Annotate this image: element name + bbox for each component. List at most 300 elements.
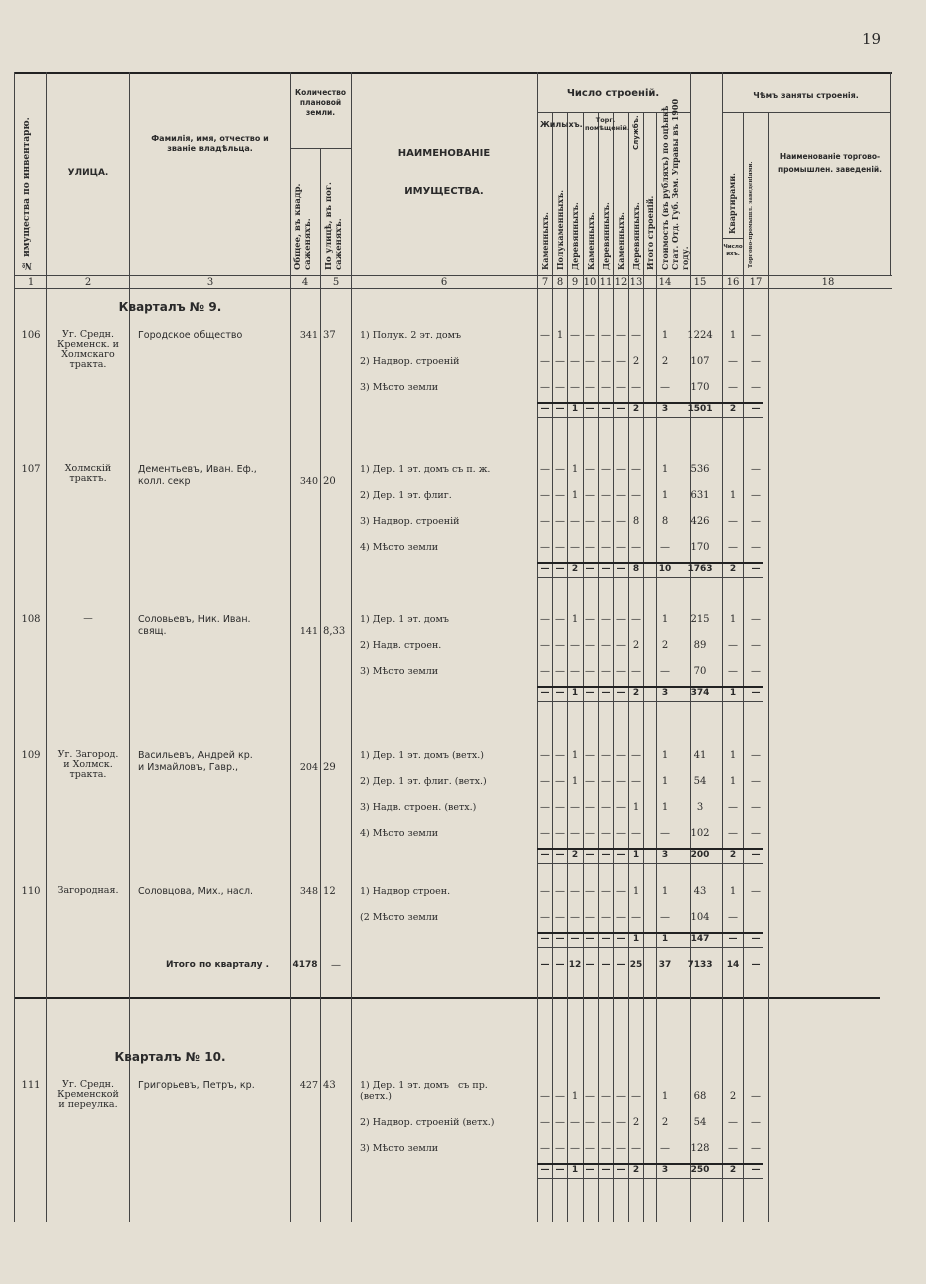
total-cell-c11: — bbox=[601, 850, 611, 860]
item-cell-c17: — bbox=[751, 330, 761, 341]
item-cell-c13: — bbox=[631, 776, 641, 787]
item-cell-c11: — bbox=[601, 828, 611, 839]
item-cell-c12: — bbox=[616, 750, 626, 761]
header-c10: Каменныхъ. bbox=[586, 212, 596, 270]
quarter-total-label: Итого по кварталу . bbox=[166, 960, 270, 970]
entry-frontage: 12 bbox=[323, 886, 336, 897]
quarter-total-c12: — bbox=[616, 960, 626, 970]
item-cell-c15: 170 bbox=[690, 382, 710, 393]
header-frontage: По улицѣ, въ пог. саженяхъ. bbox=[324, 181, 344, 270]
item-cell-c7: — bbox=[540, 776, 550, 787]
total-cell-c16: 2 bbox=[729, 564, 737, 574]
entry-item: 2) Дер. 1 эт. флиг. bbox=[360, 490, 452, 501]
item-cell-c14: 8 bbox=[661, 516, 669, 527]
total-cell-c12: — bbox=[616, 688, 626, 698]
item-cell-c14: — bbox=[660, 828, 670, 839]
item-cell-c14: 1 bbox=[661, 1091, 669, 1102]
entry-area: 340 bbox=[299, 476, 318, 487]
item-cell-c15: 54 bbox=[693, 1117, 707, 1128]
item-cell-c7: — bbox=[540, 330, 550, 341]
item-cell-c10: — bbox=[585, 886, 595, 897]
total-cell-c7: — bbox=[540, 850, 550, 860]
item-cell-c15: 70 bbox=[693, 666, 707, 677]
entry-area: 141 bbox=[299, 626, 318, 637]
entry-street: Уг. Средн. Кременской и переулка. bbox=[57, 1079, 119, 1110]
item-cell-c7: — bbox=[540, 1091, 550, 1102]
item-cell-c13: 2 bbox=[632, 356, 640, 367]
item-cell-c14: 2 bbox=[661, 356, 669, 367]
item-cell-c10: — bbox=[585, 776, 595, 787]
header-c11: Деревянныхъ. bbox=[601, 202, 611, 270]
item-cell-c7: — bbox=[540, 1143, 550, 1154]
entry-frontage: 20 bbox=[323, 476, 336, 487]
header-c12: Каменныхъ. bbox=[616, 212, 626, 270]
total-cell-c9: 1 bbox=[571, 688, 579, 698]
item-cell-c16: — bbox=[728, 912, 738, 923]
total-cell-c11: — bbox=[601, 404, 611, 414]
item-cell-c9: — bbox=[570, 828, 580, 839]
entry-number: 106 bbox=[21, 330, 41, 341]
total-cell-c10: — bbox=[585, 1165, 595, 1175]
entry-item: 3) Мѣсто земли bbox=[360, 666, 439, 677]
item-cell-c10: — bbox=[585, 382, 595, 393]
entry-item: 1) Полук. 2 эт. домъ bbox=[360, 330, 462, 341]
entry-area: 341 bbox=[299, 330, 318, 341]
item-cell-c10: — bbox=[585, 542, 595, 553]
item-cell-c13: — bbox=[631, 1091, 641, 1102]
item-cell-c8: — bbox=[555, 1117, 565, 1128]
item-cell-c9: 1 bbox=[571, 776, 579, 787]
item-cell-c17: — bbox=[751, 1091, 761, 1102]
item-cell-c7: — bbox=[540, 382, 550, 393]
entry-area: 204 bbox=[299, 762, 318, 773]
item-cell-c9: — bbox=[570, 382, 580, 393]
item-cell-c7: — bbox=[540, 802, 550, 813]
document-page: 19 № имущества по инвентарю. УЛИЦА. Фамилія, имя, отчество и званіе владѣльца. Количество плановой земли. Общее, въ квадр. саженяхъ. По улицѣ, въ пог. саженяхъ. НАИМЕНОВАНІЕ ИМУЩЕСТВА. Число строеній. Жилыхъ. Торг. помѣщеній. Службъ. Каменныхъ. Полукаменныхъ. Деревянныхъ. Каменныхъ. Деревянныхъ. Каменныхъ. Деревянныхъ. Итого строеній. Стоимость (въ рубляхъ) по оцѣнкѣ Стат. Отд. Губ. Зем. Управы въ 1900 году. Чѣмъ заняты строенія. Квартирами. Число ихъ. Торгово-промышл. заведеніями. Наименованіе торгово-промышлен. заведеній. 1 2 3 4 5 6 7 8 9 10 11 12 13 14 15 16 17 18 Кварталъ № 9. Кварталъ № 10. 106 Уг. Средн. Кременск. и Холмскаго тракта. Городское общество 341 37 1) Полук. 2 эт. домъ — 1 — — — — — 1 1224 1 — 2) Надвор. строеній — — — — — — 2 2 107 — — 3) Мѣсто земли — — — — — — — — 170 — — — — 1 — — — 2 3 1501 2 — 107 Холмскій трактъ. Дементьевъ, Иван. Еф., колл. секр 340 20 1) Дер. 1 эт. домъ съ п. ж. — — 1 — — — — 1 536 — 2) Дер. 1 эт. флиг. — — 1 — — — — 1 631 1 — 3) Надвор. строеній — — — — — — 8 8 426 — — 4) Мѣсто земли — — — — — — — — 170 — — — — 2 — — — 8 10 1763 2 — 108 — Соловьевъ, Ник. Иван. свящ. 141 8,33 1) Дер. 1 эт. домъ — — 1 — — — — 1 215 1 — 2) Надв. строен. — — — — — — 2 2 89 — — 3) Мѣсто земли — — — — — — — — 70 — — — — 1 — — — 2 3 374 1 — 109 Уг. Загород. и Холмск. тракта. Васильевъ, Андрей кр. и Измайловъ, Гавр., 204 29 1) Дер. 1 эт. домъ (ветх.) — — 1 — — — — 1 41 1 — 2) Дер. 1 эт. флиг. (ветх.) — — 1 — — — — 1 54 1 — 3) Надв. строен. (ветх.) — — — — — — 1 1 3 — — 4) Мѣсто земли — — — — — — — — 102 — — — — 2 — — — 1 3 200 2 — 110 Загородная. Соловцова, Мих., насл. 348 12 1) Надвор строен. — — — — — — 1 1 43 1 — (2 Мѣсто земли — — — — — — — — 104 — — — — — — — 1 1 147 — — Итого по кварталу . 4178 — — — 12 — — — 25 37 7133 14 — 111 Уг. Средн. Кременской и переулка. Григорьевъ, Петръ, кр. 427 43 1) Дер. 1 эт. домъ съ пр. (ветх.) — — 1 — — — — 1 68 2 — 2) Надвор. строеній (ветх.) — — — — — — 2 2 54 — — 3) Мѣсто земли — — — — — — — — 128 — — — — 1 — — — 2 3 250 2 — bbox=[0, 0, 926, 1284]
item-cell-c11: — bbox=[601, 886, 611, 897]
item-cell-c16: 1 bbox=[729, 490, 737, 501]
item-cell-c17: — bbox=[751, 750, 761, 761]
total-cell-c12: — bbox=[616, 1165, 626, 1175]
item-cell-c14: 2 bbox=[661, 640, 669, 651]
item-cell-c17: — bbox=[751, 1117, 761, 1128]
item-cell-c17: — bbox=[751, 666, 761, 677]
item-cell-c16: 1 bbox=[729, 776, 737, 787]
total-cell-c16: 1 bbox=[729, 688, 737, 698]
header-buildings-group: Число строеній. bbox=[566, 88, 660, 99]
item-cell-c14: — bbox=[660, 1143, 670, 1154]
item-cell-c15: 128 bbox=[690, 1143, 710, 1154]
total-cell-c13: 8 bbox=[632, 564, 640, 574]
item-cell-c17: — bbox=[751, 802, 761, 813]
entry-street: — bbox=[83, 613, 93, 624]
item-cell-c10: — bbox=[585, 356, 595, 367]
total-cell-c15: 374 bbox=[690, 688, 710, 698]
total-cell-c13: 2 bbox=[632, 1165, 640, 1175]
item-cell-c17: — bbox=[751, 640, 761, 651]
quarter-total-frontage: — bbox=[331, 960, 341, 971]
item-cell-c15: 426 bbox=[690, 516, 710, 527]
item-cell-c16: 1 bbox=[729, 886, 737, 897]
item-cell-c8: 1 bbox=[556, 330, 564, 341]
total-cell-c17: — bbox=[751, 564, 761, 574]
item-cell-c12: — bbox=[616, 330, 626, 341]
page-number: 19 bbox=[862, 30, 882, 48]
entry-item: 2) Дер. 1 эт. флиг. (ветх.) bbox=[360, 776, 487, 787]
item-cell-c11: — bbox=[601, 912, 611, 923]
total-cell-c10: — bbox=[585, 850, 595, 860]
header-service-group: Службъ. bbox=[632, 115, 640, 150]
item-cell-c14: 1 bbox=[661, 776, 669, 787]
item-cell-c9: — bbox=[570, 1117, 580, 1128]
item-cell-c12: — bbox=[616, 1091, 626, 1102]
entry-street: Уг. Средн. Кременск. и Холмскаго тракта. bbox=[56, 329, 120, 370]
total-cell-c7: — bbox=[540, 564, 550, 574]
item-cell-c12: — bbox=[616, 802, 626, 813]
item-cell-c7: — bbox=[540, 464, 550, 475]
entry-area: 427 bbox=[299, 1080, 318, 1091]
header-value: Стоимость (въ рубляхъ) по оцѣнкѣ Стат. Отд. Губ. Зем. Управы въ 1900 году. bbox=[660, 98, 690, 270]
entry-area: 348 bbox=[299, 886, 318, 897]
item-cell-c9: 1 bbox=[571, 464, 579, 475]
item-cell-c7: — bbox=[540, 640, 550, 651]
total-cell-c11: — bbox=[601, 934, 611, 944]
entry-street: Загородная. bbox=[57, 885, 119, 896]
item-cell-c11: — bbox=[601, 1091, 611, 1102]
quarter-total-c13: 25 bbox=[629, 960, 643, 970]
header-occupied-group: Чѣмъ заняты строенія. bbox=[753, 91, 859, 100]
item-cell-c16: — bbox=[728, 542, 738, 553]
header-owner: Фамилія, имя, отчество и званіе владѣльца. bbox=[151, 134, 269, 153]
item-cell-c14: 1 bbox=[661, 886, 669, 897]
entry-item: 3) Надвор. строеній bbox=[360, 516, 460, 527]
header-c9: Деревянныхъ. bbox=[570, 202, 580, 270]
entry-item: 3) Мѣсто земли bbox=[360, 1143, 439, 1154]
item-cell-c12: — bbox=[616, 1143, 626, 1154]
item-cell-c17: — bbox=[751, 828, 761, 839]
item-cell-c15: 89 bbox=[693, 640, 707, 651]
total-cell-c11: — bbox=[601, 564, 611, 574]
item-cell-c13: 1 bbox=[632, 886, 640, 897]
total-cell-c9: 1 bbox=[571, 1165, 579, 1175]
header-property-1: НАИМЕНОВАНІЕ bbox=[397, 148, 491, 159]
total-cell-c17: — bbox=[751, 1165, 761, 1175]
item-cell-c17: — bbox=[751, 614, 761, 625]
quarter-total-c10: — bbox=[585, 960, 595, 970]
item-cell-c13: — bbox=[631, 490, 641, 501]
item-cell-c13: 2 bbox=[632, 640, 640, 651]
item-cell-c14: 1 bbox=[661, 802, 669, 813]
total-cell-c9: — bbox=[570, 934, 580, 944]
total-cell-c12: — bbox=[616, 564, 626, 574]
entry-owner: Соловьевъ, Ник. Иван. свящ. bbox=[138, 614, 251, 637]
item-cell-c15: 631 bbox=[690, 490, 710, 501]
item-cell-c12: — bbox=[616, 516, 626, 527]
entry-frontage: 43 bbox=[323, 1080, 336, 1091]
item-cell-c7: — bbox=[540, 542, 550, 553]
total-cell-c8: — bbox=[555, 1165, 565, 1175]
total-cell-c14: 10 bbox=[658, 564, 672, 574]
entry-item: 1) Дер. 1 эт. домъ съ п. ж. bbox=[360, 464, 491, 475]
item-cell-c14: 1 bbox=[661, 614, 669, 625]
item-cell-c12: — bbox=[616, 886, 626, 897]
item-cell-c17: — bbox=[751, 516, 761, 527]
item-cell-c7: — bbox=[540, 666, 550, 677]
total-cell-c13: 2 bbox=[632, 688, 640, 698]
header-c18: Наименованіе торгово-промышлен. заведеній. bbox=[777, 152, 883, 174]
total-cell-c12: — bbox=[616, 404, 626, 414]
item-cell-c9: — bbox=[570, 330, 580, 341]
item-cell-c7: — bbox=[540, 912, 550, 923]
item-cell-c16: — bbox=[728, 802, 738, 813]
item-cell-c12: — bbox=[616, 828, 626, 839]
item-cell-c17: — bbox=[751, 490, 761, 501]
header-street: УЛИЦА. bbox=[67, 168, 109, 178]
item-cell-c15: 43 bbox=[693, 886, 707, 897]
item-cell-c10: — bbox=[585, 1091, 595, 1102]
total-cell-c17: — bbox=[751, 404, 761, 414]
item-cell-c13: 2 bbox=[632, 1117, 640, 1128]
quarter-total-c15: 7133 bbox=[687, 960, 713, 970]
item-cell-c8: — bbox=[555, 802, 565, 813]
item-cell-c14: — bbox=[660, 912, 670, 923]
item-cell-c7: — bbox=[540, 516, 550, 527]
item-cell-c16: — bbox=[728, 666, 738, 677]
total-cell-c12: — bbox=[616, 850, 626, 860]
total-cell-c9: 2 bbox=[571, 850, 579, 860]
item-cell-c12: — bbox=[616, 382, 626, 393]
item-cell-c9: — bbox=[570, 886, 580, 897]
item-cell-c15: 215 bbox=[690, 614, 710, 625]
quarter-total-c9: 12 bbox=[568, 960, 582, 970]
item-cell-c8: — bbox=[555, 912, 565, 923]
header-area: Общее, въ квадр. саженяхъ. bbox=[293, 183, 313, 270]
item-cell-c11: — bbox=[601, 516, 611, 527]
item-cell-c16: 2 bbox=[729, 1091, 737, 1102]
item-cell-c10: — bbox=[585, 828, 595, 839]
item-cell-c12: — bbox=[616, 542, 626, 553]
item-cell-c7: — bbox=[540, 886, 550, 897]
entry-item: 3) Надв. строен. (ветх.) bbox=[360, 802, 477, 813]
total-cell-c13: 1 bbox=[632, 850, 640, 860]
item-cell-c11: — bbox=[601, 640, 611, 651]
item-cell-c17: — bbox=[751, 1143, 761, 1154]
entry-item: 2) Надвор. строеній bbox=[360, 356, 460, 367]
item-cell-c8: — bbox=[555, 776, 565, 787]
item-cell-c11: — bbox=[601, 802, 611, 813]
item-cell-c9: 1 bbox=[571, 490, 579, 501]
item-cell-c8: — bbox=[555, 828, 565, 839]
total-cell-c17: — bbox=[751, 688, 761, 698]
quarter-title-10: Кварталъ № 10. bbox=[114, 1050, 226, 1064]
item-cell-c9: — bbox=[570, 640, 580, 651]
item-cell-c9: 1 bbox=[571, 1091, 579, 1102]
item-cell-c11: — bbox=[601, 464, 611, 475]
item-cell-c14: — bbox=[660, 666, 670, 677]
entry-item: 3) Мѣсто земли bbox=[360, 382, 439, 393]
entry-frontage: 8,33 bbox=[323, 626, 346, 637]
item-cell-c14: 1 bbox=[661, 330, 669, 341]
item-cell-c17: — bbox=[751, 886, 761, 897]
total-cell-c13: 1 bbox=[632, 934, 640, 944]
item-cell-c16: — bbox=[728, 356, 738, 367]
entry-owner: Григорьевъ, Петръ, кр. bbox=[138, 1080, 255, 1091]
item-cell-c13: — bbox=[631, 1143, 641, 1154]
item-cell-c10: — bbox=[585, 330, 595, 341]
item-cell-c9: — bbox=[570, 356, 580, 367]
entry-street: Уг. Загород. и Холмск. тракта. bbox=[57, 749, 119, 780]
item-cell-c8: — bbox=[555, 490, 565, 501]
header-c17: Торгово-промышл. заведеніями. bbox=[748, 161, 754, 268]
quarter-total-c17: — bbox=[751, 960, 761, 970]
item-cell-c10: — bbox=[585, 666, 595, 677]
item-cell-c8: — bbox=[555, 750, 565, 761]
item-cell-c8: — bbox=[555, 614, 565, 625]
item-cell-c8: — bbox=[555, 542, 565, 553]
item-cell-c14: — bbox=[660, 382, 670, 393]
item-cell-c16: — bbox=[728, 1143, 738, 1154]
item-cell-c15: 104 bbox=[690, 912, 710, 923]
quarter-title-9: Кварталъ № 9. bbox=[118, 300, 222, 314]
item-cell-c16: — bbox=[728, 640, 738, 651]
quarter-total-c16: 14 bbox=[726, 960, 740, 970]
item-cell-c14: 2 bbox=[661, 1117, 669, 1128]
item-cell-c10: — bbox=[585, 750, 595, 761]
item-cell-c9: — bbox=[570, 912, 580, 923]
item-cell-c15: 41 bbox=[693, 750, 707, 761]
item-cell-c9: 1 bbox=[571, 614, 579, 625]
item-cell-c10: — bbox=[585, 1117, 595, 1128]
item-cell-c15: 3 bbox=[696, 802, 704, 813]
item-cell-c11: — bbox=[601, 330, 611, 341]
item-cell-c17: — bbox=[751, 776, 761, 787]
item-cell-c8: — bbox=[555, 464, 565, 475]
total-cell-c16: 2 bbox=[729, 850, 737, 860]
total-cell-c8: — bbox=[555, 934, 565, 944]
total-cell-c14: 3 bbox=[661, 688, 669, 698]
total-cell-c16: 2 bbox=[729, 1165, 737, 1175]
item-cell-c17: — bbox=[751, 464, 761, 475]
item-cell-c15: 170 bbox=[690, 542, 710, 553]
total-cell-c15: 1501 bbox=[687, 404, 713, 414]
entry-item: 1) Надвор строен. bbox=[360, 886, 451, 897]
total-cell-c14: 3 bbox=[661, 850, 669, 860]
item-cell-c12: — bbox=[616, 912, 626, 923]
item-cell-c8: — bbox=[555, 1143, 565, 1154]
item-cell-c8: — bbox=[555, 1091, 565, 1102]
item-cell-c10: — bbox=[585, 912, 595, 923]
header-land-group: Количество плановой земли. bbox=[295, 88, 346, 117]
entry-item: (2 Мѣсто земли bbox=[360, 912, 439, 923]
item-cell-c7: — bbox=[540, 614, 550, 625]
total-cell-c7: — bbox=[540, 934, 550, 944]
total-cell-c15: 1763 bbox=[687, 564, 713, 574]
entry-item: 4) Мѣсто земли bbox=[360, 828, 439, 839]
entry-owner: Городское общество bbox=[138, 330, 243, 341]
entry-owner: Соловцова, Мих., насл. bbox=[138, 886, 254, 897]
total-cell-c16: 2 bbox=[729, 404, 737, 414]
entry-number: 111 bbox=[21, 1080, 41, 1091]
item-cell-c7: — bbox=[540, 490, 550, 501]
item-cell-c13: — bbox=[631, 542, 641, 553]
item-cell-c11: — bbox=[601, 666, 611, 677]
header-dwelling-group: Жилыхъ. bbox=[540, 120, 583, 129]
item-cell-c13: — bbox=[631, 750, 641, 761]
item-cell-c9: 1 bbox=[571, 750, 579, 761]
item-cell-c16: 1 bbox=[729, 330, 737, 341]
entry-item: 1) Дер. 1 эт. домъ съ пр. (ветх.) bbox=[360, 1080, 488, 1102]
item-cell-c9: — bbox=[570, 516, 580, 527]
item-cell-c11: — bbox=[601, 614, 611, 625]
item-cell-c13: — bbox=[631, 666, 641, 677]
total-cell-c15: 250 bbox=[690, 1165, 710, 1175]
item-cell-c13: — bbox=[631, 614, 641, 625]
total-cell-c17: — bbox=[751, 934, 761, 944]
item-cell-c16: 1 bbox=[729, 750, 737, 761]
item-cell-c9: — bbox=[570, 666, 580, 677]
item-cell-c13: — bbox=[631, 330, 641, 341]
quarter-total-area: 4178 bbox=[292, 960, 318, 970]
item-cell-c12: — bbox=[616, 666, 626, 677]
header-c8: Полукаменныхъ. bbox=[555, 189, 565, 270]
item-cell-c9: — bbox=[570, 802, 580, 813]
item-cell-c16: 1 bbox=[729, 614, 737, 625]
item-cell-c8: — bbox=[555, 666, 565, 677]
item-cell-c11: — bbox=[601, 382, 611, 393]
entry-item: 4) Мѣсто земли bbox=[360, 542, 439, 553]
total-cell-c8: — bbox=[555, 404, 565, 414]
item-cell-c12: — bbox=[616, 490, 626, 501]
item-cell-c8: — bbox=[555, 640, 565, 651]
item-cell-c16: — bbox=[728, 828, 738, 839]
total-cell-c14: 3 bbox=[661, 404, 669, 414]
total-cell-c7: — bbox=[540, 1165, 550, 1175]
item-cell-c15: 536 bbox=[690, 464, 710, 475]
item-cell-c12: — bbox=[616, 640, 626, 651]
total-cell-c10: — bbox=[585, 934, 595, 944]
item-cell-c8: — bbox=[555, 356, 565, 367]
total-cell-c10: — bbox=[585, 564, 595, 574]
total-cell-c8: — bbox=[555, 850, 565, 860]
item-cell-c17: — bbox=[751, 356, 761, 367]
item-cell-c11: — bbox=[601, 1143, 611, 1154]
total-cell-c12: — bbox=[616, 934, 626, 944]
item-cell-c7: — bbox=[540, 356, 550, 367]
item-cell-c10: — bbox=[585, 1143, 595, 1154]
item-cell-c12: — bbox=[616, 356, 626, 367]
header-property-2: ИМУЩЕСТВА. bbox=[404, 186, 484, 197]
item-cell-c7: — bbox=[540, 1117, 550, 1128]
total-cell-c15: 147 bbox=[690, 934, 710, 944]
item-cell-c9: — bbox=[570, 1143, 580, 1154]
item-cell-c16: — bbox=[728, 1117, 738, 1128]
entry-number: 107 bbox=[21, 464, 41, 475]
total-cell-c11: — bbox=[601, 1165, 611, 1175]
item-cell-c11: — bbox=[601, 542, 611, 553]
item-cell-c14: 1 bbox=[661, 750, 669, 761]
total-cell-c14: 3 bbox=[661, 1165, 669, 1175]
item-cell-c13: 8 bbox=[632, 516, 640, 527]
header-c14: Итого строеній. bbox=[645, 195, 655, 270]
item-cell-c16: — bbox=[728, 382, 738, 393]
entry-frontage: 37 bbox=[323, 330, 336, 341]
item-cell-c15: 68 bbox=[693, 1091, 707, 1102]
total-cell-c10: — bbox=[585, 688, 595, 698]
header-inventory-no: № имущества по инвентарю. bbox=[22, 117, 32, 270]
item-cell-c17: — bbox=[751, 382, 761, 393]
item-cell-c16: — bbox=[728, 516, 738, 527]
item-cell-c7: — bbox=[540, 750, 550, 761]
